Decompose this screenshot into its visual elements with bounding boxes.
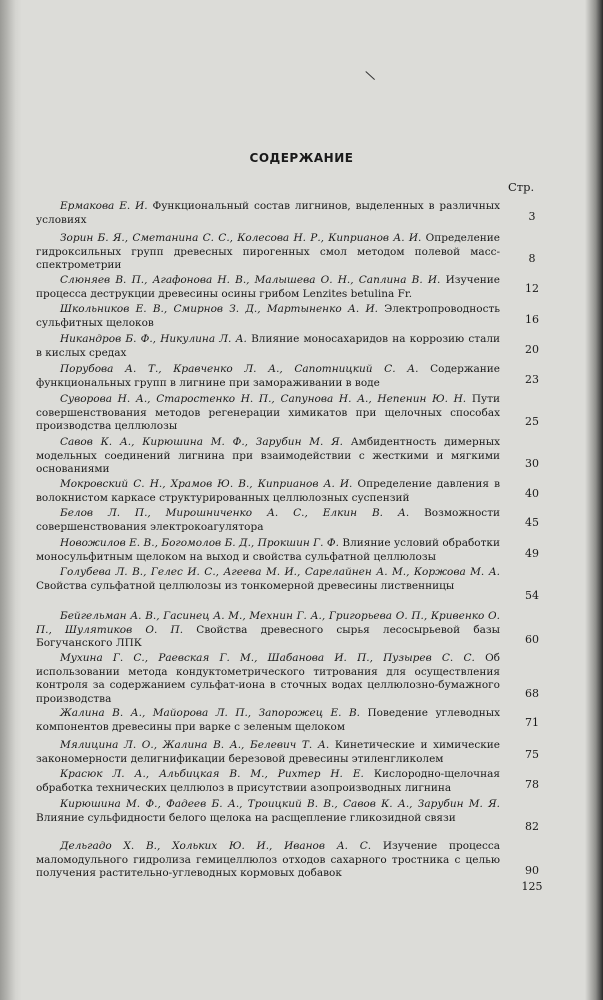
entry-title: Поведение углеводных компонентов древесины при варке с зеленым щелоком — [36, 707, 500, 733]
stray-mark: \ — [364, 67, 377, 85]
entry-title: Содержание функциональных групп в лигнине при замораживании в воде — [36, 363, 500, 389]
entry-authors: Савов К. А., Кирюшина М. Ф., Зарубин М. Я. — [60, 436, 343, 448]
pages-column-header: Стр. — [508, 180, 535, 194]
entry-authors: Суворова Н. А., Старостенко Н. П., Сапунова Н. А., Непенин Ю. Н. — [60, 393, 467, 405]
entry-authors: Бейгельман А. В., Гасинец А. М., Мехнин Г. А., Григорьева О. П., Кривенко О. П., Шулятиков О. П. — [36, 610, 500, 636]
entry-page: 54 — [525, 589, 539, 602]
entry-page: 68 — [525, 687, 539, 700]
entry-page: 40 — [525, 487, 539, 500]
entry-authors: Порубова А. Т., Кравченко Л. А., Сапотницкий С. А. — [60, 363, 419, 375]
entry-title: Пути совершенствования методов регенерации химикатов при щелочных способах производства целлюлозы — [36, 393, 500, 433]
final-page-number: 125 — [521, 880, 543, 893]
entry-authors: Дельгадо Х. В., Хольких Ю. И., Иванов А. С. — [60, 840, 372, 852]
entry-authors: Никандров Б. Ф., Никулина Л. А. — [60, 333, 247, 345]
entry-title: Кинетические и химические закономерности делигнификации березовой древесины этиленгликолем — [36, 739, 501, 765]
entry-authors: Голубева Л. В., Гелес И. С., Агеева М. И., Сарелайнен А. М., Коржова М. А. — [60, 566, 500, 578]
entry-title: Кислородно-щелочная обработка технических целлюлоз в присутствии азопроизводных лигнина — [36, 768, 500, 794]
entry-authors: Кирюшина М. Ф., Фадеев Б. А., Троицкий В. В., Савов К. А., Зарубин М. Я. — [60, 798, 500, 810]
entry-authors: Мухина Г. С., Раевская Г. М., Шабанова И. П., Пузырев С. С. — [60, 652, 475, 664]
entry-page: 71 — [525, 716, 539, 729]
entry-title: Изучение процесса маломодульного гидролиза гемицеллюлоз отходов сахарного тростника с целью получения растительно-углеводных кормовых добавок — [36, 840, 501, 880]
entry-authors: Новожилов Е. В., Богомолов Б. Д., Прокшин Г. Ф. — [60, 537, 339, 549]
entry-title: Свойства древесного сырья лесосырьевой базы Богучанского ЛПК — [36, 623, 500, 650]
page-title: СОДЕРЖАНИЕ — [249, 151, 354, 165]
entry-page: 45 — [525, 516, 539, 529]
entry-authors: Мокровский С. Н., Храмов Ю. В., Киприанов А. И. — [60, 478, 353, 490]
entry-authors: Зорин Б. Я., Сметанина С. С., Колесова Н. Р., Киприанов А. И. — [60, 232, 422, 244]
book-spine-shadow — [0, 0, 22, 1000]
entry-page: 49 — [525, 547, 539, 560]
entry-title: Определение гидроксильных групп древесных пирогенных смол методом полевой масс-спектрометрии — [36, 232, 500, 272]
entry-title: Влияние условий обработки моносульфитным щелоком на выход и свойства сульфатной целлюлозы — [36, 537, 500, 563]
entry-page: 82 — [525, 820, 539, 833]
entry-title: Функциональный состав лигнинов, выделенных в различных условиях — [36, 200, 500, 226]
entry-page: 20 — [525, 343, 539, 356]
entry-page: 60 — [525, 633, 539, 646]
entry-title: Амбидентность димерных модельных соединений лигнина при взаимодействии с жесткими и мягкими основаниями — [36, 436, 500, 476]
entry-page: 25 — [525, 415, 539, 428]
entry-title: Влияние сульфидности белого щелока на расщепление гликозидной связи — [36, 811, 456, 824]
entry-title: Возможности совершенствования электрокоагулятора — [36, 507, 500, 533]
entry-authors: Ермакова Е. И. — [60, 200, 148, 212]
entry-title: Об использовании метода кондуктометрического титрования для осуществления контроля за содержанием сульфат-иона в сточных водах целлюлозно-бумажного производства — [36, 652, 501, 705]
entry-authors: Белов Л. П., Мирошниченко А. С., Елкин В. А. — [60, 507, 410, 519]
entry-authors: Школьников Е. В., Смирнов З. Д., Мартыненко А. И. — [60, 303, 378, 315]
entry-page: 78 — [525, 778, 539, 791]
entry-authors: Жалина В. А., Майорова Л. П., Запорожец Е. В. — [60, 707, 361, 719]
entry-page: 12 — [525, 282, 539, 295]
entry-title: Изучение процесса деструкции древесины осины грибом Lenzites betulina Fr. — [36, 274, 500, 300]
entry-authors: Слюняев В. П., Агафонова Н. В., Малышева О. Н., Саплина В. И. — [60, 274, 441, 286]
entry-title: Влияние моносахаридов на коррозию стали в кислых средах — [36, 333, 500, 359]
entry-page: 30 — [525, 457, 539, 470]
entry-authors: Мялицина Л. О., Жалина В. А., Белевич Т. А. — [60, 739, 330, 751]
entry-page: 23 — [525, 373, 539, 386]
entry-authors: Красюк Л. А., Альбицкая В. М., Рихтер Н. Е. — [60, 768, 364, 780]
page-edge-shadow — [585, 0, 603, 1000]
entry-page: 90 — [525, 864, 539, 877]
entry-title: Определение давления в волокнистом каркасе структурированных целлюлозных суспензий — [36, 478, 500, 504]
entry-page: 3 — [528, 210, 536, 223]
entry-title: Электропроводность сульфитных щелоков — [36, 303, 500, 329]
entry-page: 16 — [525, 313, 539, 326]
entry-title: Свойства сульфатной целлюлозы из тонкомерной древесины лиственницы — [36, 579, 455, 592]
entry-page: 8 — [528, 252, 536, 265]
entry-page: 75 — [525, 748, 539, 761]
